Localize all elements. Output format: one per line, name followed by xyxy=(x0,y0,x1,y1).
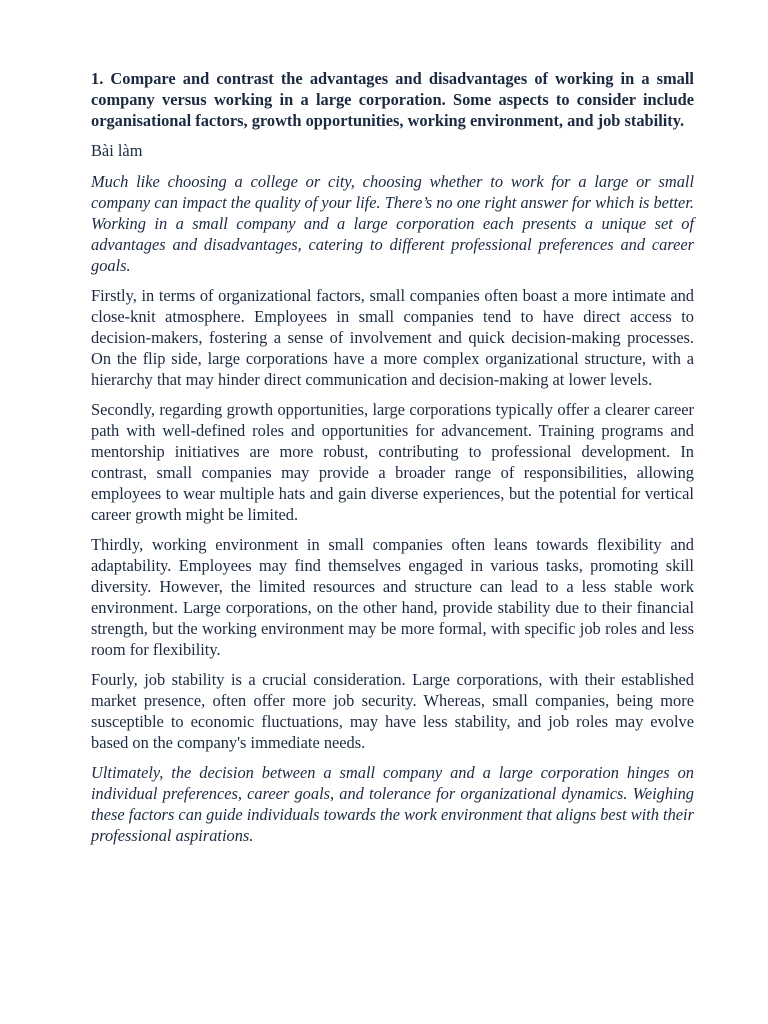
body-paragraph-growth: Secondly, regarding growth opportunities, large corporations typically offer a clearer career path with well-defined roles and opportunities for advancement. Training programs and mentorship initiatives are more robust, contributing to professional development. In contrast, small companies may provide a broader range of responsibilities, allowing employees to wear multiple hats and gain diverse experiences, but the potential for vertical career growth might be limited. xyxy=(91,400,694,524)
body-paragraph-organizational: Firstly, in terms of organizational factors, small companies often boast a more intimate and close-knit atmosphere. Employees in small companies tend to have direct access to decision-makers, fostering a sense of involvement and quick decision-making processes. On the flip side, large corporations have a more complex organizational structure, with a hierarchy that may hinder direct communication and decision-making at lower levels. xyxy=(91,286,694,389)
body-paragraph-stability: Fourly, job stability is a crucial consideration. Large corporations, with their established market presence, often offer more job security. Whereas, small companies, being more susceptible to economic fluctuations, may have less stability, and job roles may evolve based on the company's immediate needs. xyxy=(91,670,694,752)
document-page xyxy=(91,68,694,855)
body-paragraph-environment: Thirdly, working environment in small companies often leans towards flexibility and adaptability. Employees may find themselves engaged in various tasks, promoting skill diversity. However, the limited resources and structure can lead to a less stable work environment. Large corporations, on the other hand, provide stability due to their financial strength, but the working environment may be more formal, with specific job roles and less room for flexibility. xyxy=(91,535,694,659)
answer-label: Bài làm xyxy=(91,141,143,160)
question-heading: 1. Compare and contrast the advantages and disadvantages of working in a small company versus working in a large corporation. Some aspects to consider include organisational factors, growth opportunities, working environment, and job stability. xyxy=(91,69,694,130)
intro-paragraph: Much like choosing a college or city, choosing whether to work for a large or small company can impact the quality of your life. There’s no one right answer for which is better. Working in a small company and a large corporation each presents a unique set of advantages and disadvantages, catering to different professional preferences and career goals. xyxy=(91,172,694,275)
conclusion-paragraph: Ultimately, the decision between a small company and a large corporation hinges on individual preferences, career goals, and tolerance for organizational dynamics. Weighing these factors can guide individuals towards the work environment that aligns best with their professional aspirations. xyxy=(91,763,694,845)
